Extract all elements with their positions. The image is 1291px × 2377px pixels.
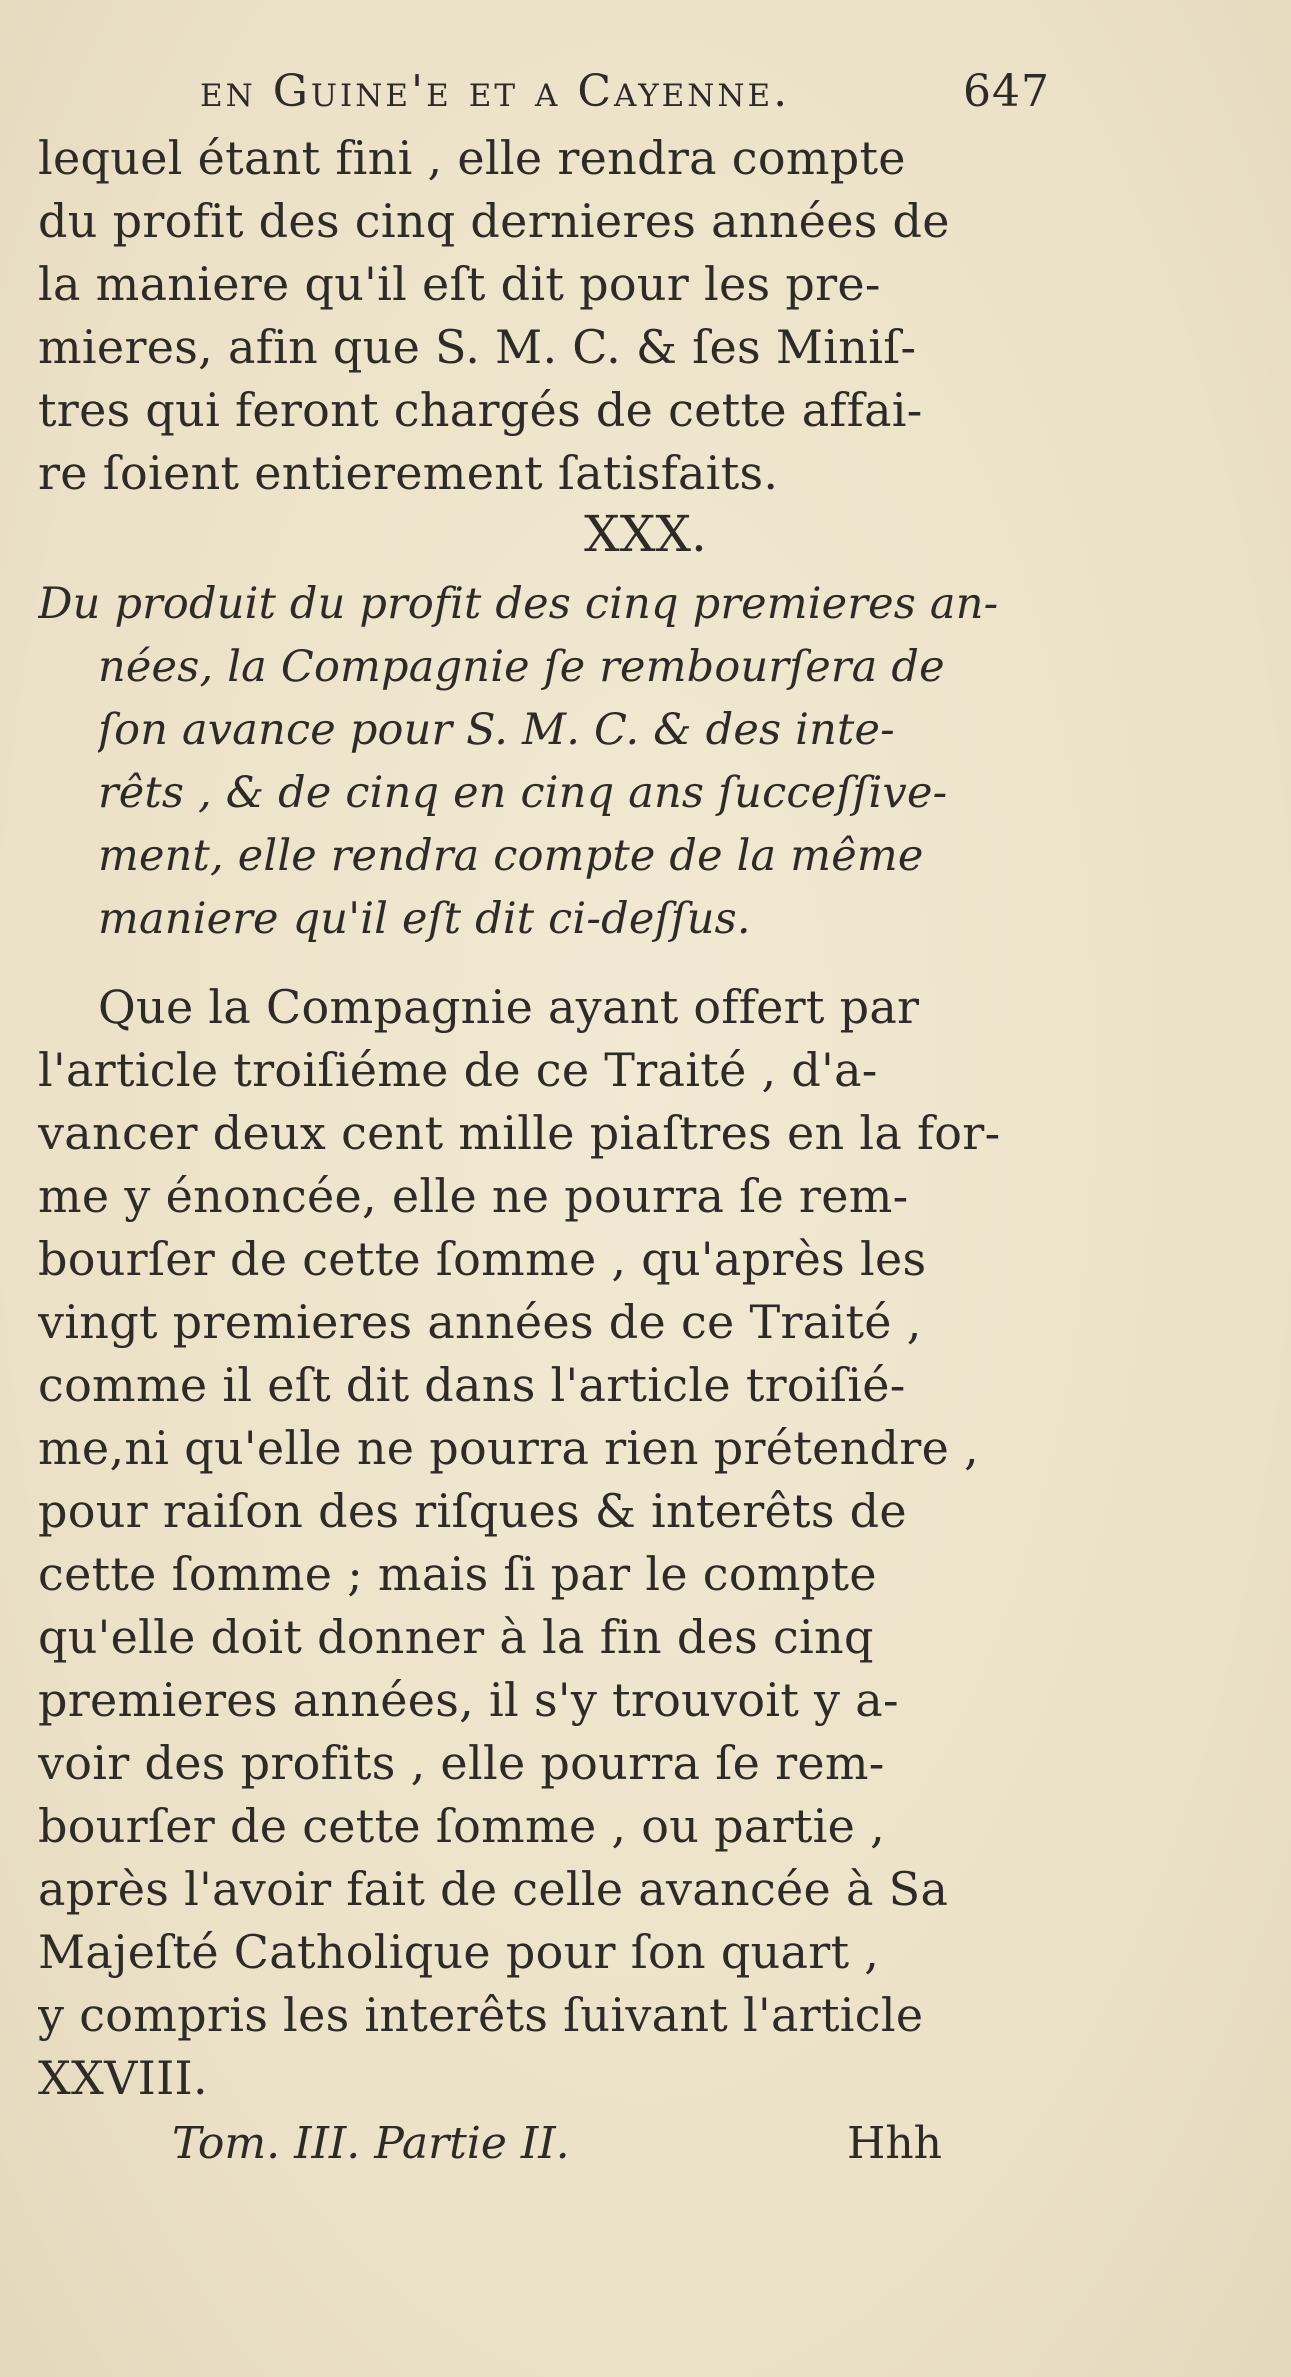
text-line: mieres, afin que S. M. C. & ſes Miniſ- [38, 320, 917, 374]
text-line: pour raiſon des riſques & interêts de [38, 1484, 907, 1538]
text-line: Que la Compagnie ayant offert par [98, 980, 920, 1034]
text-line: re ſoient entierement ſatisfaits. [38, 446, 779, 500]
running-title: en Guine'e et a Cayenne. [200, 66, 791, 117]
running-header [200, 60, 1050, 124]
text-line: bourſer de cette ſomme , qu'après les [38, 1232, 927, 1286]
summary-line: nées, la Compagnie ſe rembourſera de [98, 642, 945, 692]
text-line: y compris les interêts ſuivant l'article [38, 1988, 924, 2042]
text-line: vancer deux cent mille piaſtres en la for- [38, 1106, 1001, 1160]
text-line: qu'elle doit donner à la fin des cinq [38, 1610, 874, 1664]
text-line: XXVIII. [38, 2051, 208, 2105]
section-number: XXX. [584, 505, 707, 563]
page-footer [172, 2112, 942, 2176]
summary-line: maniere qu'il eſt dit ci-deſſus. [98, 894, 751, 944]
text-line: tres qui feront chargés de cette affai- [38, 383, 923, 437]
text-line: comme il eſt dit dans l'article troiſié- [38, 1358, 906, 1412]
text-line: lequel étant fini , elle rendra compte [38, 131, 906, 185]
text-line: la maniere qu'il eſt dit pour les pre- [38, 257, 881, 311]
text-line: bourſer de cette ſomme , ou partie , [38, 1799, 886, 1853]
summary-line: rêts , & de cinq en cinq ans ſucceſſive- [98, 768, 948, 818]
summary-line: ment, elle rendra compte de la même [98, 831, 924, 881]
signature-mark: Hhh [846, 2118, 942, 2169]
page-number: 647 [963, 66, 1050, 117]
text-line: vingt premieres années de ce Traité , [38, 1295, 922, 1349]
text-line: du profit des cinq dernieres années de [38, 194, 950, 248]
text-line: l'article troiſiéme de ce Traité , d'a- [38, 1043, 878, 1097]
text-line: me y énoncée, elle ne pourra ſe rem- [38, 1169, 909, 1223]
text-line: Majeſté Catholique pour ſon quart , [38, 1925, 880, 1979]
text-line: cette ſomme ; mais ſi par le compte [38, 1547, 877, 1601]
summary-line: ſon avance pour S. M. C. & des inte- [98, 705, 895, 755]
text-line: me,ni qu'elle ne pourra rien prétendre , [38, 1421, 979, 1475]
summary-line: Du produit du profit des cinq premieres an- [38, 579, 999, 629]
text-line: premieres années, il s'y trouvoit y a- [38, 1673, 899, 1727]
volume-mark: Tom. III. Partie II. [172, 2118, 570, 2169]
text-line: après l'avoir fait de celle avancée à Sa [38, 1862, 949, 1916]
text-line: voir des profits , elle pourra ſe rem- [38, 1736, 885, 1790]
